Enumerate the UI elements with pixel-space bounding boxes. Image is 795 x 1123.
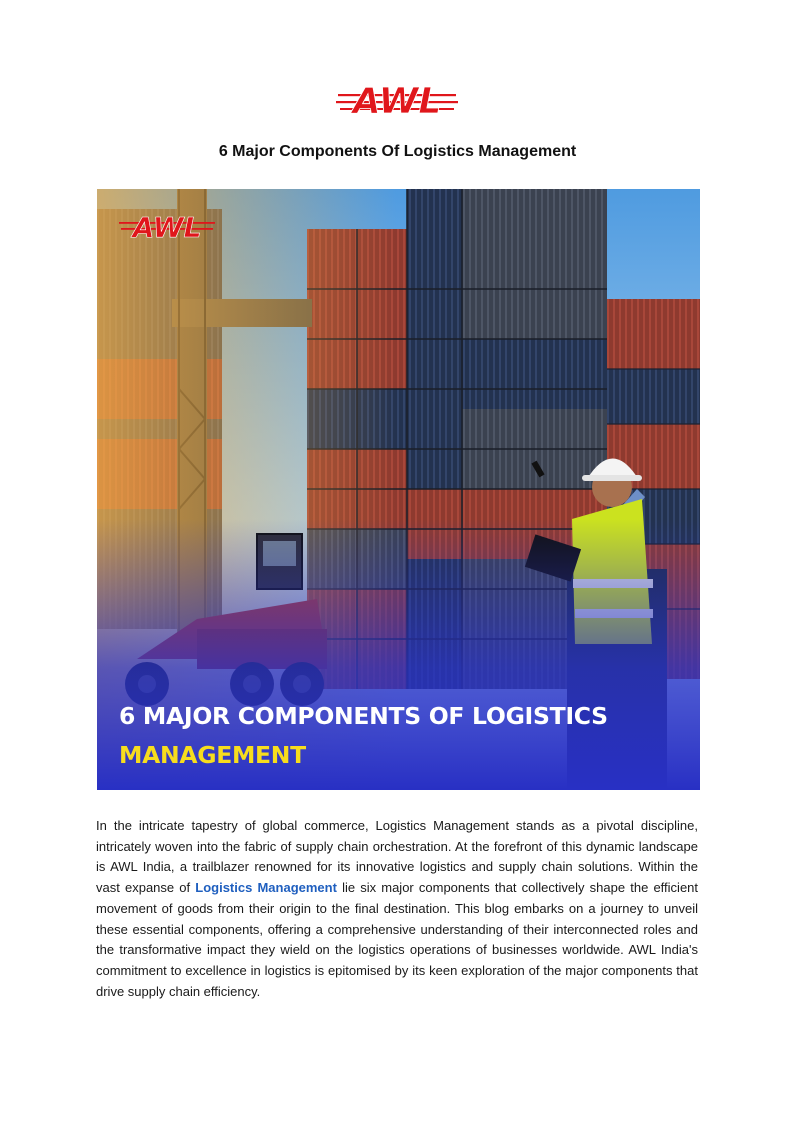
svg-text:AWL: AWL (132, 211, 202, 241)
intro-paragraph (96, 816, 698, 1002)
hero-caption-line-2: MANAGEMENT (119, 741, 306, 769)
awl-hero-logo (119, 211, 215, 241)
logistics-management-link[interactable]: Logistics Management (195, 880, 337, 896)
svg-text:AWL: AWL (352, 81, 442, 120)
page-title: 6 Major Components Of Logistics Management (218, 143, 577, 160)
awl-logo (336, 80, 458, 120)
hero-caption (119, 697, 689, 775)
intro-text-after-link: lie six major components that collectively shape the efficient movement of goods from their origin to the final destination. This blog embarks on a journey to unveil these essential components, offering a comprehensive understanding of their interconnected roles and the transformative impact they wield on the logistics operations of businesses worldwide. AWL India's commitment to excellence in logistics is epitomised by its keen exploration of the major components that drive supply chain efficiency. (96, 880, 699, 999)
intro-text-before-link: In the intricate tapestry of global commerce, Logistics Management stands as a pivotal discipline, intricately woven into the fabric of supply chain orchestration. At the forefront of this dynamic landscape is AWL India, a trailblazer renowned for its innovative logistics and supply chain solutions. Within the vast expanse of (96, 818, 698, 896)
hero-image (97, 189, 700, 790)
hero-caption-line-1: 6 MAJOR COMPONENTS OF LOGISTICS (119, 702, 608, 730)
